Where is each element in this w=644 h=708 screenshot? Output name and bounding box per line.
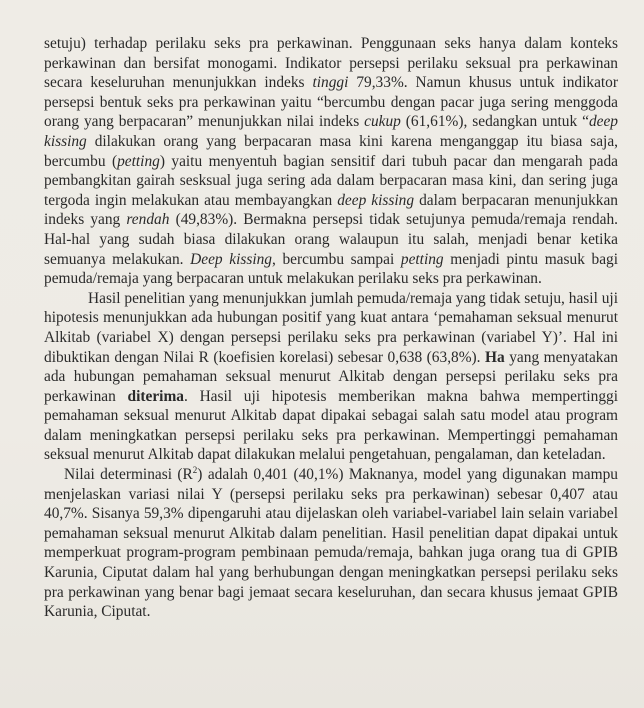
text-run: menjadi pintu masuk bagi pemuda/remaja yang berpacaran untuk melakukan perilaku seks pra perkawinan. (44, 250, 619, 288)
body-text (44, 34, 618, 622)
italic-term: tinggi (312, 74, 349, 92)
paragraph-determination (44, 465, 618, 622)
text-run: (61,61%), sedangkan untuk “ (400, 113, 589, 131)
text-run: , bercumbu sampai (272, 250, 401, 268)
text-run: Hasil penelitian yang menunjukkan jumlah pemuda/remaja yang tidak setuju, hasil uji hipotesis menunjukkan ada hubungan positif yang kuat antara ‘pemahaman seksual menurut Alkitab (variabel X) dengan persepsi perilaku seks pra perkawinan (variabel Y)’. Hal ini dibuktikan dengan Nilai R (koefisien korelasi) sebesar 0,638 (63,8%). (44, 289, 618, 366)
italic-term: deep kissing (337, 191, 415, 209)
text-run: ) yaitu menyentuh bagian sensitif dari tubuh pacar dan mengarah pada pembangkitan gairah sesksual juga sering ada dalam berpacaran masa kini, dan sering juga tergoda ingin melakukan atau membayangkan (44, 152, 619, 209)
bold-term: diterima (127, 387, 184, 405)
italic-term: cukup (364, 113, 401, 131)
text-run: (49,83%). Bermakna persepsi tidak setujunya pemuda/remaja rendah. Hal-hal yang sudah biasa dilakukan orang walaupun itu salah, menjadi benar ketika semuanya melakukan. (44, 211, 618, 268)
text-run: Nilai determinasi (R (64, 466, 193, 484)
paragraph-hypothesis-result (44, 289, 618, 465)
text-run: ) adalah 0,401 (40,1%) Maknanya, model yang digunakan mampu menjelaskan variasi nilai Y (persepsi perilaku seks pra perkawinan) sebesar 0,407 atau 40,7%. Sisanya 59,3% dipengaruhi atau dijelaskan oleh variabel-variabel lain selain variabel pemahaman seksual menurut Alkitab dalam penelitian. Hasil penelitian dapat dipakai untuk memperkuat program-program pembinaan pemuda/remaja, bahkan juga orang tua di GPIB Karunia, Ciputat dalam hal yang berhubungan dengan meningkatkan persepsi perilaku seks pra perkawinan yang benar bagi jemaat secara keseluruhan, dan secara khusus jemaat GPIB Karunia, Ciputat. (44, 466, 618, 621)
text-run: dalam berpacaran menunjukkan indeks yang (44, 191, 619, 229)
italic-term: Deep kissing (190, 250, 273, 268)
italic-term: rendah (126, 211, 170, 229)
text-run: 79,33%. Namun khusus untuk indikator persepsi bentuk seks pra perkawinan yaitu “bercumbu dengan pacar juga sering menggoda orang yang berpacaran” menunjukkan nilai indeks (44, 74, 618, 131)
text-run: yang menyatakan ada hubungan pemahaman seksual menurut Alkitab dengan persepsi perilaku seks pra perkawinan (44, 348, 619, 405)
bold-term: Ha (485, 348, 505, 366)
italic-term: petting (117, 152, 160, 170)
italic-term: petting (400, 250, 444, 268)
text-run: dilakukan orang yang berpacaran masa kini karena menganggap itu biasa saja, bercumbu ( (44, 132, 618, 170)
text-run: . Hasil uji hipotesis memberikan makna bahwa mempertinggi pemahaman seksual menurut Alkitab dapat dipakai sebagai salah satu model atau program dalam meningkatkan persepsi perilaku seks pra perkawinan. Mempertinggi pemahaman seksual menurut Alkitab dapat dilakukan melalui pengetahuan, pengalaman, dan keteladan. (44, 387, 618, 464)
italic-term: deep kissing (44, 113, 618, 150)
superscript: 2 (192, 464, 198, 475)
text-run: setuju) terhadap perilaku seks pra perkawinan. Penggunaan seks hanya dalam konteks perkawinan dan bersifat monogami. Indikator persepsi perilaku seksual pra perkawinan secara keseluruhan menunjukkan indeks (44, 35, 618, 92)
paragraph-perception-index (44, 34, 618, 289)
